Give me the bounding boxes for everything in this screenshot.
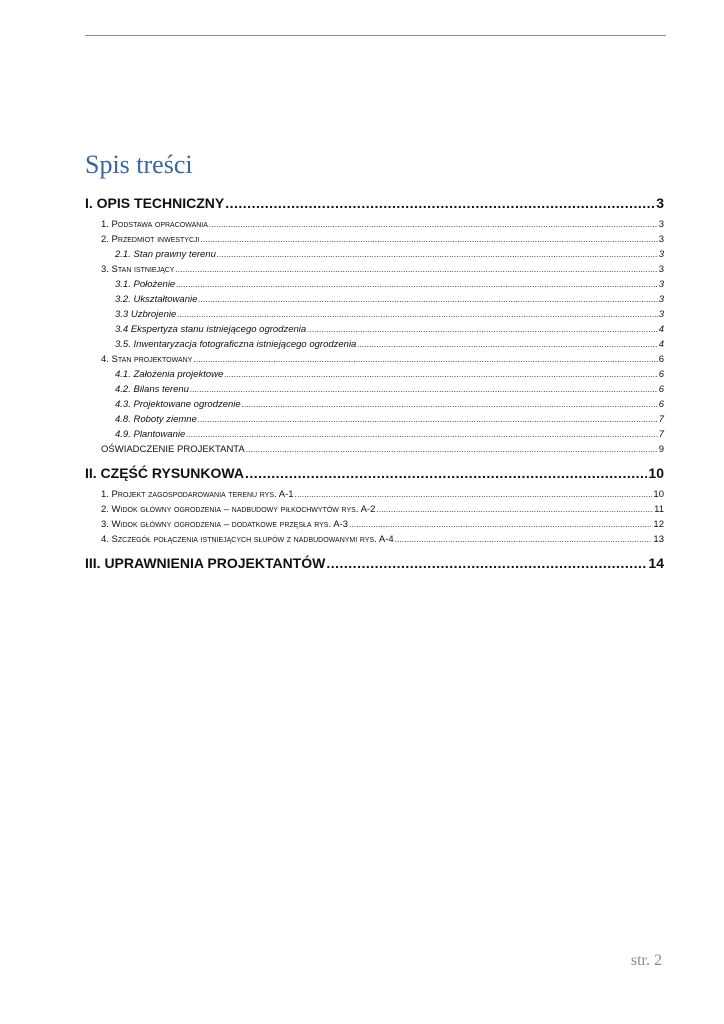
dot-leader xyxy=(186,427,657,442)
page-number-footer: str. 2 xyxy=(630,952,662,969)
toc-entry-label: 4.3. Projektowane ogrodzenie xyxy=(115,399,241,410)
toc-entry[interactable] xyxy=(85,412,664,427)
toc-entry-label: 1. Projekt zagospodarowania terenu rys. A-1 xyxy=(101,489,294,500)
toc-entry-label: 3.4 Ekspertyza stanu istniejącego ogrodzenia xyxy=(115,324,307,335)
dot-leader xyxy=(242,397,658,412)
toc-entry[interactable] xyxy=(85,427,664,442)
toc-entry-label: 4.2. Bilans terenu xyxy=(115,384,189,395)
toc-entry-label: 4.9. Plantowanie xyxy=(115,429,186,440)
toc-entry[interactable] xyxy=(85,217,664,232)
toc-entry[interactable] xyxy=(85,292,664,307)
dot-leader xyxy=(225,193,655,213)
toc-page-number: 11 xyxy=(654,504,664,515)
toc-entry[interactable] xyxy=(85,277,664,292)
toc-page-number: 3 xyxy=(658,309,664,320)
toc-entry-label: 3.2. Ukształtowanie xyxy=(115,294,198,305)
table-of-contents xyxy=(85,193,664,575)
dot-leader xyxy=(209,217,658,232)
toc-page-number: 3 xyxy=(658,219,664,230)
toc-page-number: 7 xyxy=(658,429,664,440)
toc-page-number: 9 xyxy=(658,444,664,455)
toc-entry-label: 1. Podstawa opracowania xyxy=(101,219,208,230)
toc-page-number: 4 xyxy=(658,324,664,335)
toc-entry[interactable] xyxy=(85,502,664,517)
dot-leader xyxy=(198,412,658,427)
toc-entry-label: OŚWIADCZENIE PROJEKTANTA xyxy=(101,444,245,455)
toc-entry[interactable] xyxy=(85,442,664,457)
toc-entry-label: 3.3 Uzbrojenie xyxy=(115,309,177,320)
toc-section-label: III. UPRAWNIENIA PROJEKTANTÓW xyxy=(85,555,326,571)
toc-page-number: 10 xyxy=(653,489,664,500)
toc-entry[interactable] xyxy=(85,397,664,412)
toc-entry-label: 3.5. Inwentaryzacja fotograficzna istniejącego ogrodzenia xyxy=(115,339,357,350)
toc-entry[interactable] xyxy=(85,487,664,502)
dot-leader xyxy=(217,247,658,262)
toc-entry-label: 2. Przedmiot inwestycji xyxy=(101,234,200,245)
toc-entry[interactable] xyxy=(85,307,664,322)
toc-page-number: 3 xyxy=(658,249,664,260)
toc-page-number: 13 xyxy=(653,534,664,545)
toc-entry[interactable] xyxy=(85,517,664,532)
dot-leader xyxy=(224,367,657,382)
toc-entry[interactable] xyxy=(85,382,664,397)
toc-entry-label: 2. Widok główny ogrodzenia – nadbudowy piłkochwytów rys. A-2 xyxy=(101,504,376,515)
toc-page-number: 6 xyxy=(658,354,664,365)
toc-page-number: 3 xyxy=(658,279,664,290)
toc-entry-label: 4. Stan projektowany xyxy=(101,354,193,365)
dot-leader xyxy=(176,277,657,292)
toc-page-number: 4 xyxy=(658,339,664,350)
toc-title: Spis treści xyxy=(85,150,193,179)
toc-page-number: 12 xyxy=(653,519,664,530)
dot-leader xyxy=(307,322,658,337)
dot-leader xyxy=(326,553,647,573)
dot-leader xyxy=(357,337,657,352)
toc-entry-label: 3. Stan istniejący xyxy=(101,264,175,275)
dot-leader xyxy=(198,292,657,307)
toc-entry[interactable] xyxy=(85,532,664,547)
toc-page-number: 3 xyxy=(658,294,664,305)
dot-leader xyxy=(245,463,647,483)
toc-page-number: 6 xyxy=(658,399,664,410)
toc-page-number: 14 xyxy=(648,555,664,571)
toc-entry-label: 4. Szczegół połączenia istniejących słupów z nadbudowanymi rys. A-4 xyxy=(101,534,394,545)
toc-page-number: 3 xyxy=(656,195,664,211)
toc-entry[interactable] xyxy=(85,352,664,367)
toc-entry[interactable] xyxy=(85,262,664,277)
toc-entry[interactable] xyxy=(85,322,664,337)
dot-leader xyxy=(295,487,653,502)
toc-section-1[interactable] xyxy=(85,193,664,213)
toc-entry[interactable] xyxy=(85,367,664,382)
toc-page-number: 3 xyxy=(658,264,664,275)
toc-entry-label: 4.8. Roboty ziemne xyxy=(115,414,197,425)
dot-leader xyxy=(177,307,657,322)
toc-entry-label: 3. Widok główny ogrodzenia – dodatkowe przęsła rys. A-3 xyxy=(101,519,349,530)
toc-section-label: II. CZĘŚĆ RYSUNKOWA xyxy=(85,465,244,481)
toc-section-3[interactable] xyxy=(85,553,664,573)
dot-leader xyxy=(246,442,658,457)
dot-leader xyxy=(200,232,657,247)
dot-leader xyxy=(193,352,657,367)
dot-leader xyxy=(190,382,658,397)
toc-page-number: 3 xyxy=(658,234,664,245)
dot-leader xyxy=(349,517,652,532)
toc-entry-label: 3.1. Położenie xyxy=(115,279,176,290)
toc-section-label: I. OPIS TECHNICZNY xyxy=(85,195,225,211)
toc-entry[interactable] xyxy=(85,337,664,352)
toc-page-number: 7 xyxy=(658,414,664,425)
toc-page-number: 6 xyxy=(658,384,664,395)
toc-entry-label: 4.1. Założenia projektowe xyxy=(115,369,224,380)
header-rule xyxy=(85,35,666,36)
toc-section-2[interactable] xyxy=(85,463,664,483)
toc-page-number: 6 xyxy=(658,369,664,380)
dot-leader xyxy=(175,262,657,277)
toc-entry[interactable] xyxy=(85,247,664,262)
toc-entry-label: 2.1. Stan prawny terenu xyxy=(115,249,216,260)
toc-entry[interactable] xyxy=(85,232,664,247)
dot-leader xyxy=(376,502,653,517)
dot-leader xyxy=(395,532,653,547)
toc-page-number: 10 xyxy=(648,465,664,481)
